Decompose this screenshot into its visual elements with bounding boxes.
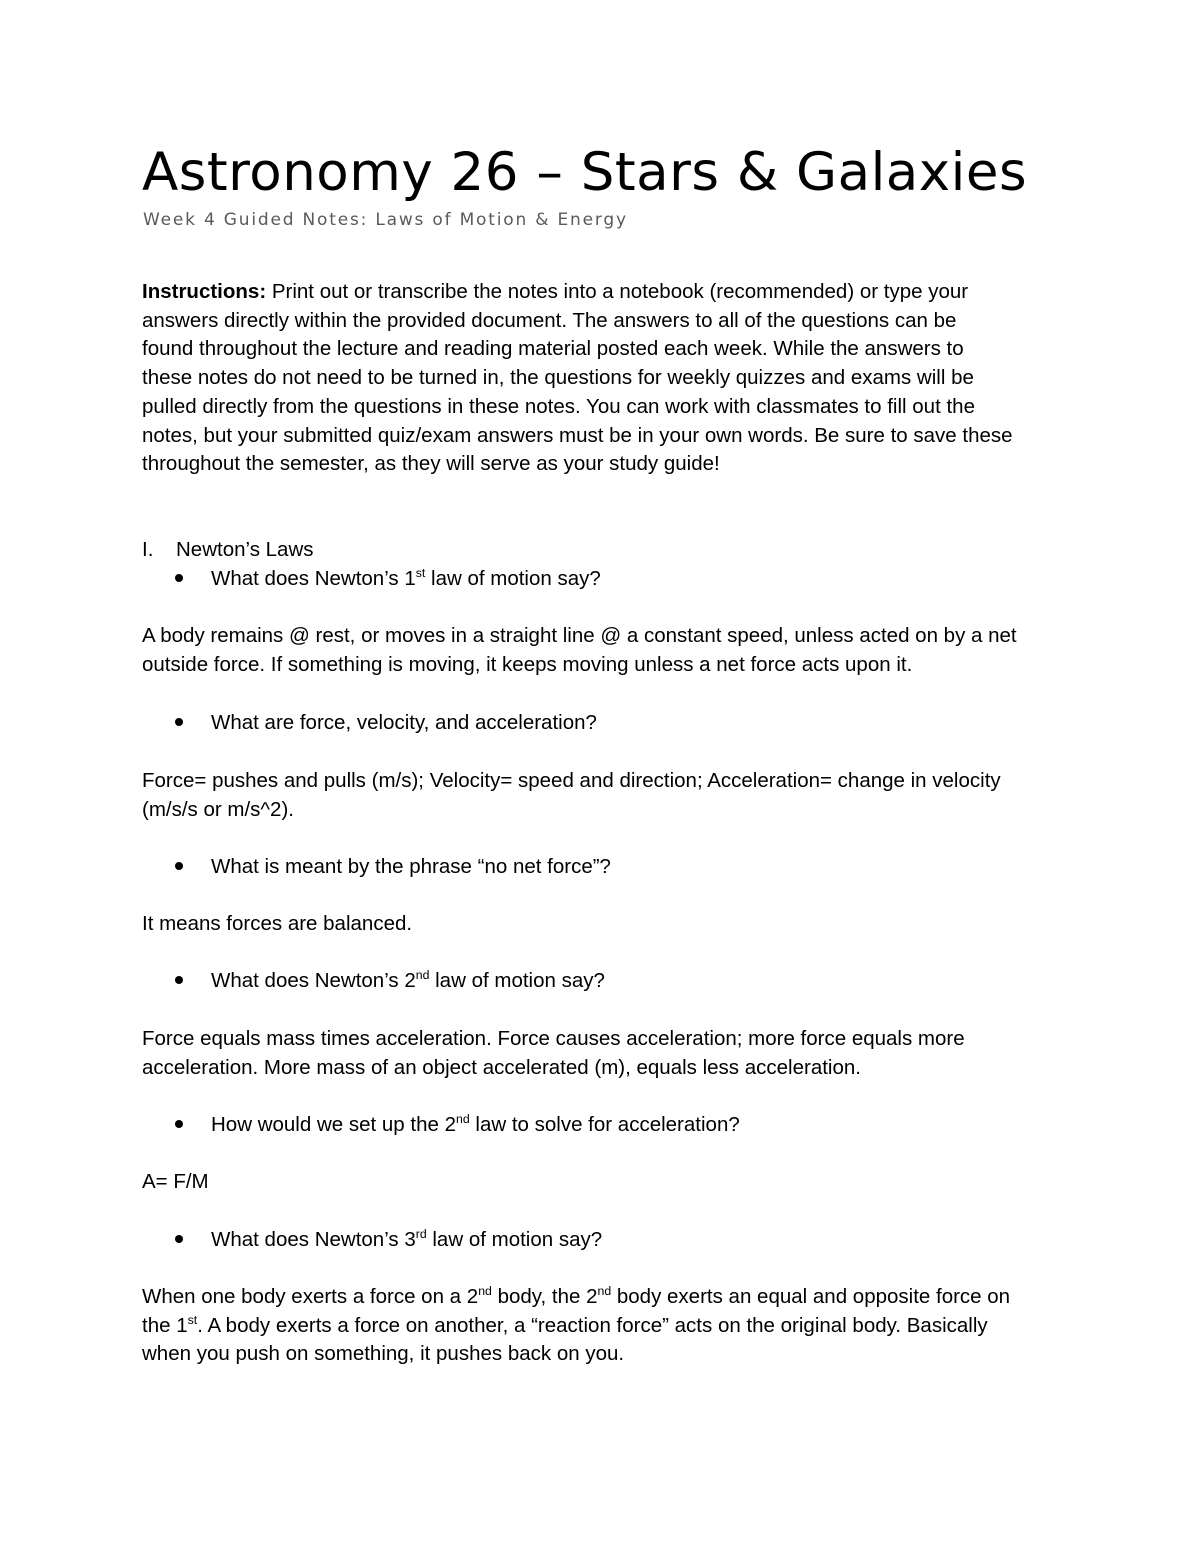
bullet-icon (175, 862, 183, 870)
instructions-line: Instructions: Print out or transcribe the notes into a notebook (recommended) or type your (142, 280, 969, 303)
answer-paragraph: Force= pushes and pulls (m/s); Velocity= speed and direction; Acceleration= change in velocity (m/s/s or m/s^2). (142, 769, 1001, 821)
instructions-line: these notes do not need to be turned in, the questions for weekly quizzes and exams will be (142, 366, 974, 390)
question-item: How would we set up the 2nd law to solve for acceleration? (175, 1111, 740, 1140)
answer-paragraph: A= F/M (142, 1170, 209, 1193)
answer-paragraph: When one body exerts a force on a 2nd body, the 2nd body exerts an equal and opposite force on the 1st. A body exerts a force on another, a “reaction force” acts on the original body. Basically when you push on something, it pushes back on you. (142, 1284, 1011, 1366)
question-item: What is meant by the phrase “no net force”? (175, 853, 611, 882)
instructions-line: throughout the semester, as they will serve as your study guide! (142, 452, 720, 476)
bullet-icon (175, 1120, 183, 1128)
question-item: What are force, velocity, and acceleration? (175, 709, 597, 738)
question-item: What does Newton’s 2nd law of motion say? (175, 967, 605, 996)
bullet-icon (175, 1235, 183, 1243)
bullet-icon (175, 574, 183, 582)
page-subtitle: Week 4 Guided Notes: Laws of Motion & Energy (143, 210, 628, 230)
answer-paragraph: A body remains @ rest, or moves in a straight line @ a constant speed, unless acted on by a net outside force. If something is moving, it keeps moving unless a net force acts upon it. (142, 624, 1017, 676)
instructions-line: answers directly within the provided document. The answers to all of the questions can be (142, 308, 957, 332)
answer-paragraph: It means forces are balanced. (142, 912, 413, 935)
page-title: Astronomy 26 – Stars & Galaxies (142, 142, 1028, 203)
instructions-line: pulled directly from the questions in these notes. You can work with classmates to fill out the (142, 394, 975, 418)
instructions-line: found throughout the lecture and reading material posted each week. While the answers to (142, 337, 964, 361)
question-item: What does Newton’s 1st law of motion say? (175, 565, 601, 594)
instructions-label: Instructions: (142, 280, 267, 303)
section-title: Newton’s Laws (176, 538, 314, 561)
section-heading (142, 536, 314, 565)
instructions-line: notes, but your submitted quiz/exam answers must be in your own words. Be sure to save these (142, 423, 1013, 447)
instructions-paragraph (142, 278, 1072, 479)
section-number: I. (142, 538, 154, 561)
bullet-icon (175, 718, 183, 726)
bullet-icon (175, 976, 183, 984)
question-item: What does Newton’s 3rd law of motion say? (175, 1226, 602, 1255)
answer-paragraph: Force equals mass times acceleration. Force causes acceleration; more force equals more acceleration. More mass of an object accelerated (m), equals less acceleration. (142, 1027, 965, 1079)
